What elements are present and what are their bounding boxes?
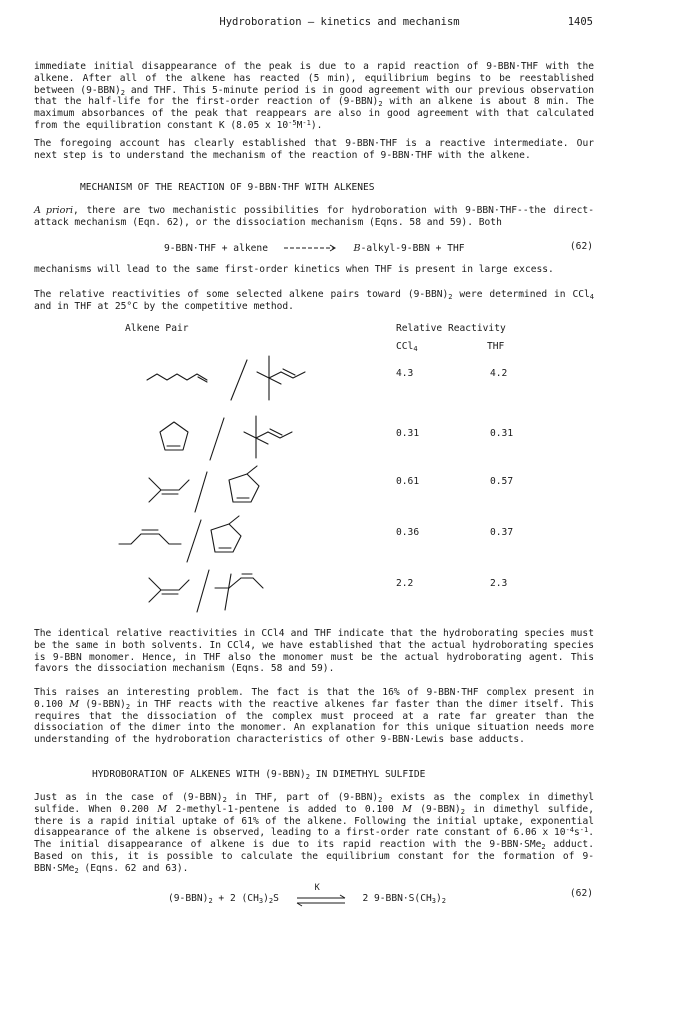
section-heading-mechanism: MECHANISM OF THE REACTION OF 9-BBN·THF WITH ALKENES — [80, 182, 375, 193]
paragraph-5: The relative reactivities of some selected alkene pairs toward $(9-BBN)_2$ were determined in CCl$_4$ and in THF at 25°C by the competitive method. — [34, 289, 594, 312]
relative-reactivity-ccl4: 4.3 — [396, 368, 414, 379]
equation-number: (62) — [569, 888, 593, 899]
section-heading-dimethyl-sulfide: HYDROBORATION OF ALKENES WITH $(9-BBN)_2$ IN DIMETHYL SULFIDE — [92, 769, 426, 781]
relative-reactivity-ccl4: 0.31 — [396, 428, 420, 439]
table-header-thf: THF — [487, 341, 505, 352]
table-header-relative-reactivity: Relative Reactivity — [396, 323, 506, 334]
page-number: 1405 — [567, 16, 593, 28]
paragraph-6: The identical relative reactivities in CCl4 and THF indicate that the hydroborating species must be the same in both solvents. In CCl4, we have established that the actual hydroborating species is 9-BBN monomer. Hence, in THF also the monomer must be the actual hydroborating agent. This favors the dissociation mechanism (Eqns. 58 and 59). — [34, 628, 594, 675]
paragraph-4: mechanisms will lead to the same first-order kinetics when THF is present in large excess. — [34, 264, 554, 275]
relative-reactivity-thf: 2.3 — [490, 578, 508, 589]
relative-reactivity-ccl4: 0.61 — [396, 476, 420, 487]
equation-62-direct-attack: 9-BBN·THF + alkene B-alkyl-9-BBN + THF — [164, 243, 465, 254]
relative-reactivity-thf: 4.2 — [490, 368, 508, 379]
table-header-ccl4: CCl$_4$ — [396, 341, 418, 353]
relative-reactivity-thf: 0.31 — [490, 428, 514, 439]
paragraph-1: immediate initial disappearance of the peak is due to a rapid reaction of 9-BBN·THF with the alkene. After all of the alkene has reacted (5 min), equilibrium begins to be reestablished between $(9-BBN)_2$ and THF. This 5-minute period is in good agreement with our previous observation that the half-life for the first-order reaction of $(9-BBN)_2$ with an alkene is about 8 min. The maximum absorbances of the peak that reappears are also in good agreement with that calculated from the equilibration constant K (8.05 x $10^{-5}M^{-1}$). — [34, 61, 594, 131]
relative-reactivity-ccl4: 2.2 — [396, 578, 414, 589]
paragraph-3: A priori, there are two mechanistic possibilities for hydroboration with 9-BBN·THF--the direct-attack mechanism (Eqn. 62), or the dissociation mechanism (Eqns. 58 and 59). Both — [34, 205, 594, 228]
equation-number: (62) — [569, 241, 593, 252]
paragraph-8: Just as in the case of $(9-BBN)_2$ in THF, part of $(9-BBN)_2$ exists as the complex in dimethyl sulfide. When 0.200 M 2-methyl-1-pentene is added to 0.100 M $(9-BBN)_2$ in dimethyl sulfide, there is a rapid initial uptake of 61% of the alkene. Following the initial uptake, exponential disappearance of the alkene is observed, leading to a first-order rate constant of 6.06 x $10^{-4}s^{-1}$. The initial disappearance of alkene is due to its rapid reaction with the 9-BBN·SMe$_2$ adduct. Based on this, it is possible to calculate the equilibrium constant for the formation of 9-BBN·SMe$_2$ (Eqns. 62 and 63). — [34, 792, 595, 875]
paragraph-7: This raises an interesting problem. The fact is that the 16% of 9-BBN·THF complex present in 0.100 M $(9-BBN)_2$ in THF reacts with the reactive alkenes far faster than the dimer itself. This requires that the dissociation of the complex must proceed at a rate far greater than the dissociation of the dimer into the monomer. An explanation for this unique situation needs more understanding of the hydroboration characteristics of other 9-BBN·Lewis base adducts. — [34, 687, 594, 746]
relative-reactivity-thf: 0.57 — [490, 476, 514, 487]
running-header: Hydroboration — kinetics and mechanism — [219, 16, 460, 28]
equation-62-equilibrium: $(9-BBN)_2 + 2$ $(CH_3)_2S$ K 2 $9-BBN\cdot S(CH_3)_2$ — [168, 888, 446, 908]
reaction-arrow-icon — [282, 241, 340, 255]
alkene-pair-1-structure-b — [245, 352, 315, 408]
equilibrium-arrow-icon: K — [293, 888, 349, 908]
relative-reactivity-ccl4: 0.36 — [396, 527, 420, 538]
relative-reactivity-thf: 0.37 — [490, 527, 514, 538]
table-header-alkene-pair: Alkene Pair — [125, 323, 189, 334]
paragraph-2: The foregoing account has clearly established that 9-BBN·THF is a reactive intermediate. Our next step is to understand the mechanism of the reaction of 9-BBN·THF with the alkene. — [34, 138, 594, 161]
alkene-pair-5-structure — [145, 558, 285, 622]
